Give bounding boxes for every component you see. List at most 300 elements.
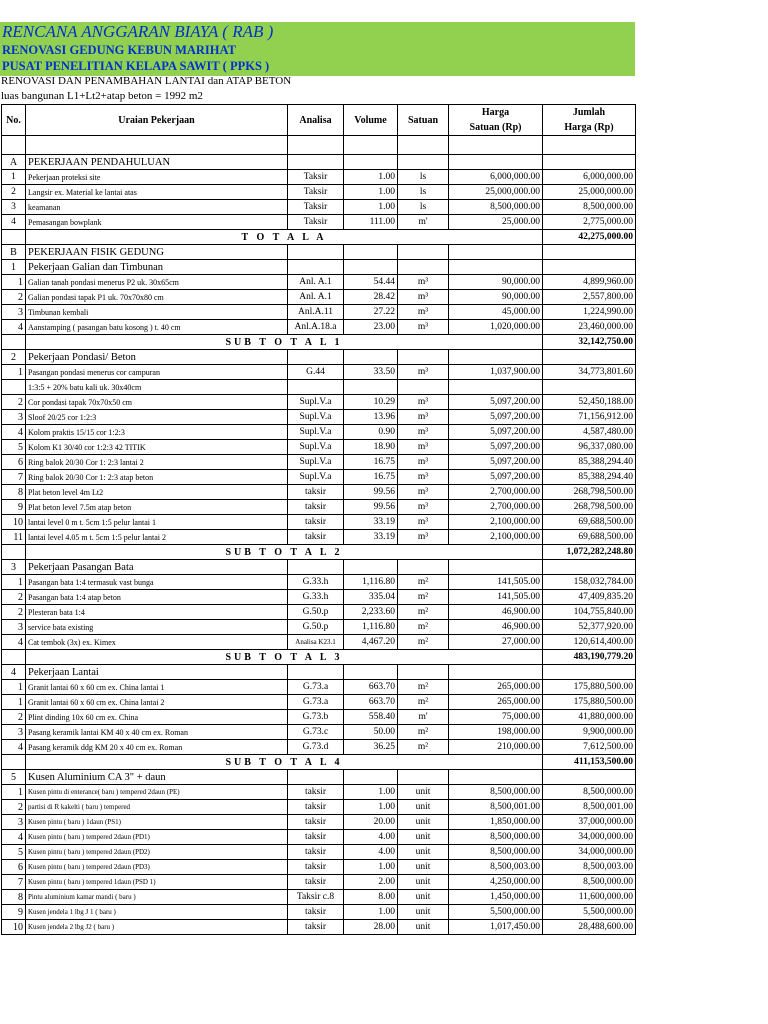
empty-cell [2, 650, 26, 665]
section-code: A [2, 155, 26, 170]
subtotal-label: SUB T O T A L 3 [26, 650, 543, 665]
empty-cell [543, 350, 636, 365]
empty-cell [344, 245, 398, 260]
item-total: 4,899,960.00 [543, 275, 636, 290]
item-unit: m³ [398, 365, 449, 380]
item-volume: 663.70 [344, 680, 398, 695]
item-unit: m' [398, 710, 449, 725]
subtotal-value: 32,142,750.00 [543, 335, 636, 350]
item-analisa: Anl.A.11 [288, 305, 344, 320]
item-volume: 54.44 [344, 275, 398, 290]
item-unit-price: 27,000.00 [449, 635, 543, 650]
table-row [2, 320, 636, 335]
item-total: 34,000,000.00 [543, 845, 636, 860]
item-unit-price: 8,500,003.00 [449, 860, 543, 875]
item-unit-price: 25,000,000.00 [449, 185, 543, 200]
item-description: Sloof 20/25 cor 1:2:3 [26, 410, 288, 425]
table-row [2, 440, 636, 455]
item-unit-price: 210,000.00 [449, 740, 543, 755]
item-description: Pasangan bata 1:4 atap beton [26, 590, 288, 605]
item-description: Kusen jendela 2 lbg J2 ( baru ) [26, 920, 288, 935]
empty-cell [398, 136, 449, 155]
item-description: Galian pondasi tapak P1 uk. 70x70x80 cm [26, 290, 288, 305]
empty-cell [344, 560, 398, 575]
item-analisa: taksir [288, 830, 344, 845]
item-description: Granit lantai 60 x 60 cm ex. China lantai 2 [26, 695, 288, 710]
item-description: Kusen pintu ( baru ) tempered 1daun (PSD 1) [26, 875, 288, 890]
item-analisa: taksir [288, 500, 344, 515]
item-description: Pintu aluminium kamar mandi ( baru ) [26, 890, 288, 905]
item-description: Pasang keramik ddg KM 20 x 40 cm ex. Roman [26, 740, 288, 755]
table-row [2, 410, 636, 425]
item-description: Ring balok 20/30 Cor 1: 2:3 lantai 2 [26, 455, 288, 470]
table-row [2, 380, 636, 395]
item-analisa: Anl. A.1 [288, 290, 344, 305]
item-unit: m³ [398, 485, 449, 500]
table-row [2, 275, 636, 290]
item-unit: m³ [398, 440, 449, 455]
item-total: 37,000,000.00 [543, 815, 636, 830]
item-unit-price: 1,037,900.00 [449, 365, 543, 380]
item-number: 1 [2, 365, 26, 380]
table-row [2, 815, 636, 830]
item-analisa: taksir [288, 530, 344, 545]
empty-cell [543, 560, 636, 575]
table-row [2, 515, 636, 530]
empty-cell [398, 245, 449, 260]
item-unit-price: 5,097,200.00 [449, 410, 543, 425]
item-total: 175,880,500.00 [543, 680, 636, 695]
item-volume: 0.90 [344, 425, 398, 440]
item-volume: 1.00 [344, 170, 398, 185]
item-analisa: Supl.V.a [288, 440, 344, 455]
empty-cell [449, 155, 543, 170]
item-number: 4 [2, 215, 26, 230]
section-row [2, 245, 636, 260]
table-row [2, 170, 636, 185]
item-volume: 1.00 [344, 860, 398, 875]
item-volume: 28.00 [344, 920, 398, 935]
item-number: 2 [2, 710, 26, 725]
subtotal-label: T O T A L A [26, 230, 543, 245]
item-number: 8 [2, 890, 26, 905]
section-title: PEKERJAAN PENDAHULUAN [26, 155, 288, 170]
item-unit: unit [398, 830, 449, 845]
item-total: 23,460,000.00 [543, 320, 636, 335]
item-analisa: G.44 [288, 365, 344, 380]
item-unit-price: 2,100,000.00 [449, 515, 543, 530]
empty-cell [398, 350, 449, 365]
item-unit-price: 45,000.00 [449, 305, 543, 320]
item-description: lantai level 0 m t. 5cm 1:5 pelur lantai 1 [26, 515, 288, 530]
empty-cell [449, 770, 543, 785]
empty-cell [344, 260, 398, 275]
group-number: 1 [2, 260, 26, 275]
item-unit: m² [398, 695, 449, 710]
item-description: service bata existing [26, 620, 288, 635]
item-unit-price: 1,020,000.00 [449, 320, 543, 335]
empty-cell [449, 350, 543, 365]
item-unit: unit [398, 890, 449, 905]
subtotal-row [2, 650, 636, 665]
item-analisa: taksir [288, 860, 344, 875]
item-volume: 2,233.60 [344, 605, 398, 620]
table-row [2, 185, 636, 200]
item-total: 6,000,000.00 [543, 170, 636, 185]
table-row [2, 530, 636, 545]
item-unit: m³ [398, 470, 449, 485]
group-title: Pekerjaan Lantai [26, 665, 288, 680]
item-unit-price: 2,100,000.00 [449, 530, 543, 545]
item-number: 2 [2, 800, 26, 815]
item-number: 4 [2, 740, 26, 755]
table-row [2, 215, 636, 230]
col-satuan: Satuan [398, 105, 449, 136]
item-unit: m² [398, 575, 449, 590]
item-volume: 4,467.20 [344, 635, 398, 650]
subtotal-value: 1,072,282,248.80 [543, 545, 636, 560]
group-number: 3 [2, 560, 26, 575]
group-row [2, 260, 636, 275]
item-total: 158,032,784.00 [543, 575, 636, 590]
item-description: Pasangan pondasi menerus cor campuran [26, 365, 288, 380]
section-title: PEKERJAAN FISIK GEDUNG [26, 245, 288, 260]
item-description: Pasangan bata 1:4 termasuk vast bunga [26, 575, 288, 590]
item-unit-price: 8,500,001.00 [449, 800, 543, 815]
col-harga-satuan: Harga Satuan (Rp) [449, 105, 543, 136]
item-volume: 111.00 [344, 215, 398, 230]
item-number: 1 [2, 275, 26, 290]
item-total: 268,798,500.00 [543, 500, 636, 515]
empty-cell [344, 136, 398, 155]
item-analisa [288, 380, 344, 395]
empty-cell [2, 335, 26, 350]
table-row [2, 920, 636, 935]
item-volume: 1,116.80 [344, 575, 398, 590]
item-volume: 18.90 [344, 440, 398, 455]
col-jumlah: Jumlah Harga (Rp) [543, 105, 636, 136]
item-volume: 20.00 [344, 815, 398, 830]
col-no: No. [2, 105, 26, 136]
item-number: 7 [2, 875, 26, 890]
item-total: 69,688,500.00 [543, 530, 636, 545]
item-analisa: G.33.h [288, 575, 344, 590]
item-analisa: taksir [288, 875, 344, 890]
item-unit-price: 8,500,000.00 [449, 830, 543, 845]
table-row [2, 620, 636, 635]
item-total: 8,500,001.00 [543, 800, 636, 815]
item-analisa: Anl. A.1 [288, 275, 344, 290]
item-analisa: G.50.p [288, 620, 344, 635]
item-unit-price: 265,000.00 [449, 680, 543, 695]
item-analisa: G.33.h [288, 590, 344, 605]
item-volume: 10.29 [344, 395, 398, 410]
item-number: 2 [2, 395, 26, 410]
item-total: 120,614,400.00 [543, 635, 636, 650]
item-total: 4,587,480.00 [543, 425, 636, 440]
item-analisa: Taksir c.8 [288, 890, 344, 905]
empty-cell [398, 770, 449, 785]
item-number: 2 [2, 290, 26, 305]
item-unit-price: 90,000.00 [449, 275, 543, 290]
item-number: 4 [2, 425, 26, 440]
item-unit-price: 5,097,200.00 [449, 395, 543, 410]
item-description: Kusen pintu ( baru ) tempered 2daun (PD3) [26, 860, 288, 875]
item-total: 9,900,000.00 [543, 725, 636, 740]
item-unit: m³ [398, 425, 449, 440]
table-row [2, 500, 636, 515]
item-unit [398, 380, 449, 395]
group-row [2, 770, 636, 785]
item-analisa: taksir [288, 845, 344, 860]
item-number: 6 [2, 455, 26, 470]
item-number [2, 380, 26, 395]
item-total: 8,500,000.00 [543, 785, 636, 800]
item-unit-price: 5,097,200.00 [449, 470, 543, 485]
item-total: 25,000,000.00 [543, 185, 636, 200]
item-number: 3 [2, 725, 26, 740]
item-number: 10 [2, 515, 26, 530]
item-volume: 4.00 [344, 830, 398, 845]
item-total: 69,688,500.00 [543, 515, 636, 530]
table-row [2, 455, 636, 470]
empty-cell [288, 350, 344, 365]
item-volume: 1.00 [344, 185, 398, 200]
item-volume: 50.00 [344, 725, 398, 740]
item-description: Kusen pintu ( baru ) tempered 2daun (PD2) [26, 845, 288, 860]
subtotal-row [2, 755, 636, 770]
item-number: 3 [2, 620, 26, 635]
item-unit-price: 1,450,000.00 [449, 890, 543, 905]
table-row [2, 470, 636, 485]
item-description: Kolom K1 30/40 cor 1:2:3 42 TITIK [26, 440, 288, 455]
item-total: 1,224,990.00 [543, 305, 636, 320]
item-analisa: Analisa K23.1 [288, 635, 344, 650]
item-description: Kusen jendela 1 lbg J 1 ( baru ) [26, 905, 288, 920]
item-unit-price: 8,500,000.00 [449, 785, 543, 800]
item-analisa: G.73.d [288, 740, 344, 755]
empty-cell [398, 155, 449, 170]
item-analisa: Supl.V.a [288, 455, 344, 470]
item-unit: m² [398, 605, 449, 620]
item-unit: m² [398, 725, 449, 740]
item-analisa: taksir [288, 920, 344, 935]
empty-cell [288, 560, 344, 575]
item-number: 4 [2, 830, 26, 845]
item-unit: m³ [398, 455, 449, 470]
item-unit: m² [398, 620, 449, 635]
item-total: 52,450,188.00 [543, 395, 636, 410]
item-number: 10 [2, 920, 26, 935]
item-number: 11 [2, 530, 26, 545]
empty-cell [449, 136, 543, 155]
item-total: 8,500,000.00 [543, 875, 636, 890]
item-description: Kolom praktis 15/15 cor 1:2:3 [26, 425, 288, 440]
item-description: Galian tanah pondasi menerus P2 uk. 30x65cm [26, 275, 288, 290]
item-number: 1 [2, 785, 26, 800]
item-volume: 4.00 [344, 845, 398, 860]
item-unit-price: 8,500,000.00 [449, 845, 543, 860]
item-volume: 1.00 [344, 785, 398, 800]
item-analisa: Taksir [288, 185, 344, 200]
item-number: 2 [2, 590, 26, 605]
empty-cell [288, 770, 344, 785]
item-analisa: taksir [288, 785, 344, 800]
item-unit: unit [398, 815, 449, 830]
item-volume: 1.00 [344, 905, 398, 920]
item-total: 7,612,500.00 [543, 740, 636, 755]
item-unit-price: 4,250,000.00 [449, 875, 543, 890]
item-description: Plesteran bata 1:4 [26, 605, 288, 620]
item-analisa: Taksir [288, 170, 344, 185]
item-unit: unit [398, 920, 449, 935]
item-description: Langsir ex. Material ke lantai atas [26, 185, 288, 200]
table-row [2, 860, 636, 875]
item-total: 104,755,840.00 [543, 605, 636, 620]
group-row [2, 350, 636, 365]
item-volume: 28.42 [344, 290, 398, 305]
section-code: B [2, 245, 26, 260]
table-row [2, 635, 636, 650]
item-analisa: taksir [288, 815, 344, 830]
table-row [2, 485, 636, 500]
empty-cell [398, 560, 449, 575]
table-row [2, 890, 636, 905]
table-row [2, 905, 636, 920]
item-unit: unit [398, 905, 449, 920]
header-banner [0, 22, 635, 76]
item-analisa: Supl.V.a [288, 410, 344, 425]
item-volume: 558.40 [344, 710, 398, 725]
item-analisa: Supl.V.a [288, 470, 344, 485]
item-unit: m² [398, 740, 449, 755]
item-unit-price: 5,097,200.00 [449, 425, 543, 440]
group-title: Pekerjaan Pasangan Bata [26, 560, 288, 575]
item-unit: m³ [398, 290, 449, 305]
item-volume: 335.04 [344, 590, 398, 605]
group-number: 2 [2, 350, 26, 365]
table-row [2, 740, 636, 755]
item-description: Plat beton level 7.5m atap beton [26, 500, 288, 515]
item-number: 1 [2, 575, 26, 590]
subtotal-label: SUB T O T A L 2 [26, 545, 543, 560]
empty-cell [288, 260, 344, 275]
item-unit-price: 8,500,000.00 [449, 200, 543, 215]
item-number: 3 [2, 815, 26, 830]
area-line: luas bangunan L1+Lt2+atap beton = 1992 m2 [1, 90, 203, 102]
item-unit-price: 265,000.00 [449, 695, 543, 710]
table-row [2, 845, 636, 860]
table-row [2, 785, 636, 800]
item-volume: 27.22 [344, 305, 398, 320]
item-number: 3 [2, 200, 26, 215]
item-analisa: G.73.a [288, 695, 344, 710]
item-unit: unit [398, 800, 449, 815]
item-unit: m² [398, 680, 449, 695]
subtotal-label: SUB T O T A L 4 [26, 755, 543, 770]
table-row [2, 425, 636, 440]
section-row [2, 155, 636, 170]
empty-cell [344, 770, 398, 785]
item-volume: 33.19 [344, 530, 398, 545]
item-unit: ls [398, 200, 449, 215]
group-title: Pekerjaan Pondasi/ Beton [26, 350, 288, 365]
group-number: 5 [2, 770, 26, 785]
item-volume: 1.00 [344, 800, 398, 815]
scope-line: RENOVASI DAN PENAMBAHAN LANTAI dan ATAP BETON [1, 75, 292, 87]
blank-row [2, 136, 636, 155]
item-volume: 8.00 [344, 890, 398, 905]
item-volume: 36.25 [344, 740, 398, 755]
item-analisa: taksir [288, 515, 344, 530]
empty-cell [344, 350, 398, 365]
item-unit: m³ [398, 515, 449, 530]
item-description: Timbunan kembali [26, 305, 288, 320]
subtotal-label: SUB T O T A L 1 [26, 335, 543, 350]
document-title: RENCANA ANGGARAN BIAYA ( RAB ) [2, 22, 274, 41]
item-total: 96,337,080.00 [543, 440, 636, 455]
table-row [2, 695, 636, 710]
col-analisa: Analisa [288, 105, 344, 136]
item-total: 85,388,294.40 [543, 455, 636, 470]
table-row [2, 710, 636, 725]
empty-cell [288, 665, 344, 680]
empty-cell [543, 770, 636, 785]
empty-cell [344, 665, 398, 680]
table-row [2, 200, 636, 215]
item-unit-price: 141,505.00 [449, 590, 543, 605]
empty-cell [449, 245, 543, 260]
group-row [2, 560, 636, 575]
table-row [2, 875, 636, 890]
item-unit: m³ [398, 275, 449, 290]
item-description: Cor pondasi tapak 70x70x50 cm [26, 395, 288, 410]
item-number: 5 [2, 845, 26, 860]
item-volume: 1,116.80 [344, 620, 398, 635]
item-number: 1 [2, 695, 26, 710]
item-volume: 2.00 [344, 875, 398, 890]
table-row [2, 575, 636, 590]
subtotal-value: 42,275,000.00 [543, 230, 636, 245]
item-unit-price: 25,000.00 [449, 215, 543, 230]
item-unit-price: 6,000,000.00 [449, 170, 543, 185]
item-volume: 1.00 [344, 200, 398, 215]
item-total: 52,377,920.00 [543, 620, 636, 635]
item-total: 47,409,835.20 [543, 590, 636, 605]
item-unit: m² [398, 635, 449, 650]
subtotal-row [2, 230, 636, 245]
item-analisa: G.73.c [288, 725, 344, 740]
item-unit-price: 46,900.00 [449, 605, 543, 620]
item-total: 2,557,800.00 [543, 290, 636, 305]
item-number: 6 [2, 860, 26, 875]
item-total: 5,500,000.00 [543, 905, 636, 920]
item-unit-price: 2,700,000.00 [449, 485, 543, 500]
empty-cell [398, 260, 449, 275]
empty-cell [543, 136, 636, 155]
item-analisa: taksir [288, 800, 344, 815]
table-row [2, 830, 636, 845]
item-number: 9 [2, 500, 26, 515]
item-total [543, 380, 636, 395]
item-volume: 33.50 [344, 365, 398, 380]
item-unit-price: 141,505.00 [449, 575, 543, 590]
item-number: 8 [2, 485, 26, 500]
item-unit: m² [398, 590, 449, 605]
item-total: 2,775,000.00 [543, 215, 636, 230]
item-description: Pasang keramik lantai KM 40 x 40 cm ex. Roman [26, 725, 288, 740]
item-unit: m³ [398, 395, 449, 410]
